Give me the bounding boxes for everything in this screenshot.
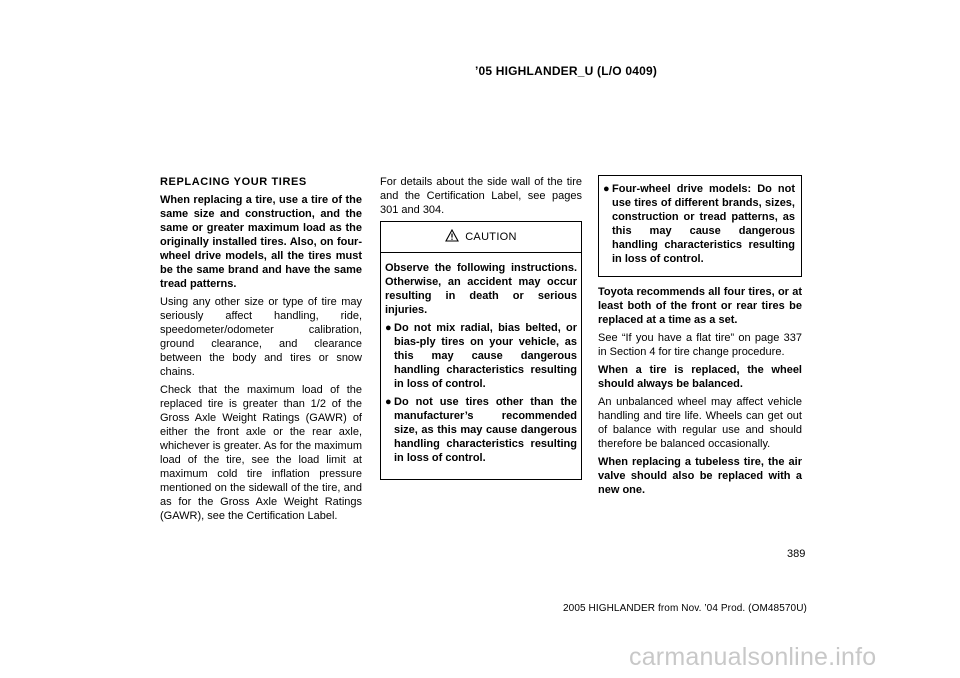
document-header: ’05 HIGHLANDER_U (L/O 0409) [474,64,658,78]
flat-tire-reference-paragraph: See “If you have a flat tire” on page 337 in Section 4 for tire change procedure. [598,332,802,358]
four-wheel-drive-warning-box [598,175,802,277]
caution-intro: Observe the following instructions. Otherwise, an accident may occur resulting in death or serious injuries. [385,262,577,316]
replace-as-set-paragraph: Toyota recommends all four tires, or at least both of the front or rear tires be replaced at a time as a set. [598,286,802,326]
caution-bullet [385,321,577,391]
caution-bullet-text: Do not use tires other than the manufacturer’s recommended size, as this may cause dangerous handling characteristics resulting in loss of control. [394,396,577,464]
warning-bullet-text: Four-wheel drive models: Do not use tires of different brands, sizes, construction or tread patterns, as this may cause dangerous handling characteristics resulting in loss of control. [612,183,795,265]
sidewall-details-paragraph: For details about the side wall of the tire and the Certification Label, see pages 301 and 304. [380,176,582,216]
unbalanced-wheel-paragraph: An unbalanced wheel may affect vehicle handling and tire life. Wheels can get out of balance with regular use and should therefore be balanced occasionally. [598,396,802,450]
warning-triangle-icon [445,229,459,246]
replacement-warning-paragraph: When replacing a tire, use a tire of the same size and construction, and the same or greater maximum load as the originally installed tires. Also, on four-wheel drive models, all the tires must be the same brand and have the same tread patterns. [160,194,362,290]
balance-heading-paragraph: When a tire is replaced, the wheel should always be balanced. [598,364,802,390]
air-valve-paragraph: When replacing a tubeless tire, the air valve should also be replaced with a new one. [598,456,802,496]
max-load-paragraph: Check that the maximum load of the replaced tire is greater than 1/2 of the Gross Axle Weight Ratings (GAWR) of either the front axle or the rear axle, whichever is greater. As for the maximum load of the tire, see the load limit at maximum cold tire inflation pressure mentioned on the sidewall of the tire, and as for the Gross Axle Weight Ratings (GAWR), see the Certification Label. [160,384,362,522]
page-number: 389 [787,548,806,560]
caution-header [381,222,581,253]
column-right [598,175,802,501]
caution-bullet [385,395,577,465]
section-title: REPLACING YOUR TIRES [160,176,307,188]
watermark: carmanualsonline.info [629,643,877,671]
bullet-icon: ● [385,322,392,334]
caution-title: CAUTION [465,231,517,243]
column-left [160,175,362,527]
size-effects-paragraph: Using any other size or type of tire may seriously affect handling, ride, speedometer/odometer calibration, ground clearance, and clearance between the body and tires or snow chains. [160,296,362,378]
bullet-icon: ● [385,396,392,408]
bullet-icon: ● [603,183,610,195]
document-footer: 2005 HIGHLANDER from Nov. ’04 Prod. (OM48570U) [563,603,807,614]
warning-bullet [603,182,795,266]
column-middle [380,175,582,480]
caution-bullet-text: Do not mix radial, bias belted, or bias-ply tires on your vehicle, as this may cause dangerous handling characteristics resulting in loss of control. [394,322,577,390]
caution-box [380,221,582,480]
caution-body [381,253,581,479]
